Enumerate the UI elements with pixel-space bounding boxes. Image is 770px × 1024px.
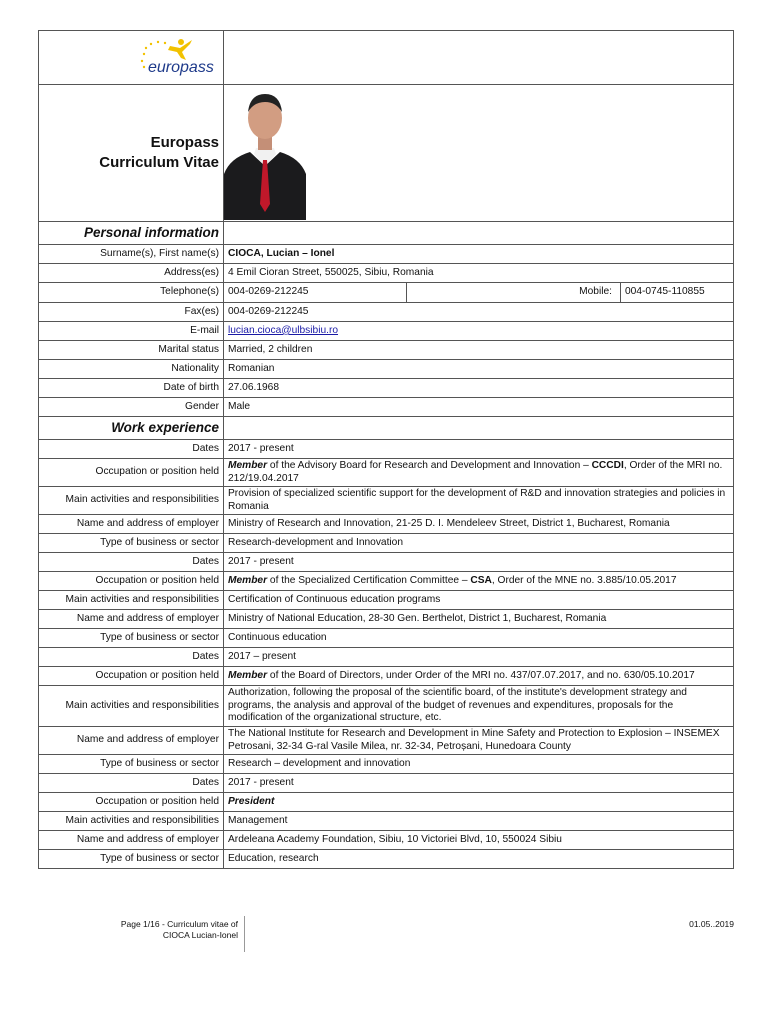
label-fax: Fax(es) <box>39 303 224 322</box>
entry-dates: 2017 - present <box>224 440 734 459</box>
label-email: E-mail <box>39 322 224 341</box>
entry-business: Continuous education <box>224 629 734 648</box>
label-activities: Main activities and responsibilities <box>39 487 224 515</box>
value-nationality: Romanian <box>224 360 734 379</box>
occupation-role: Member <box>228 669 268 681</box>
label-date-of-birth: Date of birth <box>39 379 224 398</box>
label-mobile: Mobile: <box>407 283 621 302</box>
entry-occupation <box>224 667 734 686</box>
entry-dates: 2017 - present <box>224 553 734 572</box>
entry-employer: Ministry of National Education, 28-30 Gen. Berthelot, District 1, Bucharest, Romania <box>224 610 734 629</box>
occupation-role: Member <box>228 574 268 586</box>
entry-employer: Ministry of Research and Innovation, 21-25 D. I. Mendeleev Street, District 1, Bucharest, Romania <box>224 515 734 534</box>
occupation-org: CSA <box>470 574 492 586</box>
occupation-role: President <box>228 795 275 807</box>
value-gender: Male <box>224 398 734 417</box>
entry-dates: 2017 – present <box>224 648 734 667</box>
entry-employer: The National Institute for Research and Development in Mine Safety and Protection to Explosion – INSEMEX Petrosani, 32-34 G-ral Vasile Milea, nr. 32-34, Petroșani, Hunedoara County <box>224 727 734 755</box>
label-business: Type of business or sector <box>39 850 224 869</box>
value-mobile: 004-0745-110855 <box>625 286 705 298</box>
entry-occupation <box>224 572 734 591</box>
entry-business: Research – development and innovation <box>224 755 734 774</box>
label-business: Type of business or sector <box>39 629 224 648</box>
footer-page-line1: Page 1/16 - Curriculum vitae of <box>120 919 238 929</box>
entry-business: Research-development and Innovation <box>224 534 734 553</box>
label-occupation: Occupation or position held <box>39 572 224 591</box>
photo-cell <box>224 85 734 222</box>
label-dates: Dates <box>39 774 224 793</box>
footer-divider <box>244 916 245 952</box>
occupation-role: Member <box>228 459 268 471</box>
label-occupation: Occupation or position held <box>39 459 224 487</box>
label-gender: Gender <box>39 398 224 417</box>
label-address: Address(es) <box>39 264 224 283</box>
label-dates: Dates <box>39 440 224 459</box>
entry-dates: 2017 - present <box>224 774 734 793</box>
label-dates: Dates <box>39 553 224 572</box>
value-fax: 004-0269-212245 <box>224 303 734 322</box>
value-telephone: 004-0269-212245 <box>224 283 407 302</box>
occupation-order: , Order of the MNE no. 3.885/10.05.2017 <box>491 574 677 586</box>
label-activities: Main activities and responsibilities <box>39 812 224 831</box>
label-occupation: Occupation or position held <box>39 793 224 812</box>
occupation-order: , Order of the MRI no. 212/19.04.2017 <box>228 459 723 484</box>
value-marital-status: Married, 2 children <box>224 341 734 360</box>
footer-page-line2: CIOCA Lucian-Ionel <box>162 930 238 940</box>
value-name: CIOCA, Lucian – Ionel <box>224 245 734 264</box>
entry-activities: Authorization, following the proposal of the scientific board, of the institute's development strategy and programs, the analysis and approval of the budget of revenues and expenditures, proposals for the modification of the organizational structure, etc. <box>224 686 734 727</box>
label-dates: Dates <box>39 648 224 667</box>
label-activities: Main activities and responsibilities <box>39 686 224 727</box>
label-telephone: Telephone(s) <box>39 283 224 303</box>
footer-date: 01.05..2019 <box>689 919 734 929</box>
entry-occupation <box>224 459 734 487</box>
occupation-org: CCCDI <box>591 459 624 471</box>
label-employer: Name and address of employer <box>39 515 224 534</box>
section-personal-information: Personal information <box>39 222 224 245</box>
label-nationality: Nationality <box>39 360 224 379</box>
cv-title-cell <box>39 85 224 222</box>
section-work-experience: Work experience <box>39 417 224 440</box>
label-occupation: Occupation or position held <box>39 667 224 686</box>
entry-business: Education, research <box>224 850 734 869</box>
logo-cell <box>39 31 224 85</box>
label-activities: Main activities and responsibilities <box>39 591 224 610</box>
email-link[interactable]: lucian.cioca@ulbsibiu.ro <box>228 324 339 336</box>
value-address: 4 Emil Cioran Street, 550025, Sibiu, Romania <box>224 264 734 283</box>
occupation-text: of the Board of Directors, under Order of the MRI no. 437/07.07.2017, and no. 630/05.10.2017 <box>267 669 695 681</box>
label-marital-status: Marital status <box>39 341 224 360</box>
label-employer: Name and address of employer <box>39 610 224 629</box>
header-cell <box>224 31 734 85</box>
cv-table <box>38 30 734 869</box>
entry-occupation <box>224 793 734 812</box>
entry-activities: Management <box>224 812 734 831</box>
label-employer: Name and address of employer <box>39 831 224 850</box>
entry-activities: Provision of specialized scientific support for the development of R&D and innovation strategies and policies in Romania <box>224 487 734 515</box>
label-business: Type of business or sector <box>39 755 224 774</box>
cv-title-line1: Europass <box>150 134 219 151</box>
label-name: Surname(s), First name(s) <box>39 245 224 264</box>
logo-text: europass <box>148 59 214 76</box>
entry-employer: Ardeleana Academy Foundation, Sibiu, 10 Victoriei Blvd, 10, 550024 Sibiu <box>224 831 734 850</box>
occupation-text: of the Advisory Board for Research and Development and Innovation – <box>267 459 592 471</box>
footer-page-info <box>70 919 238 941</box>
label-business: Type of business or sector <box>39 534 224 553</box>
entry-activities: Certification of Continuous education programs <box>224 591 734 610</box>
value-date-of-birth: 27.06.1968 <box>224 379 734 398</box>
label-employer: Name and address of employer <box>39 727 224 755</box>
cv-title-line2: Curriculum Vitae <box>99 154 219 171</box>
telephone-cell <box>224 283 734 303</box>
occupation-text: of the Specialized Certification Committee – <box>267 574 471 586</box>
